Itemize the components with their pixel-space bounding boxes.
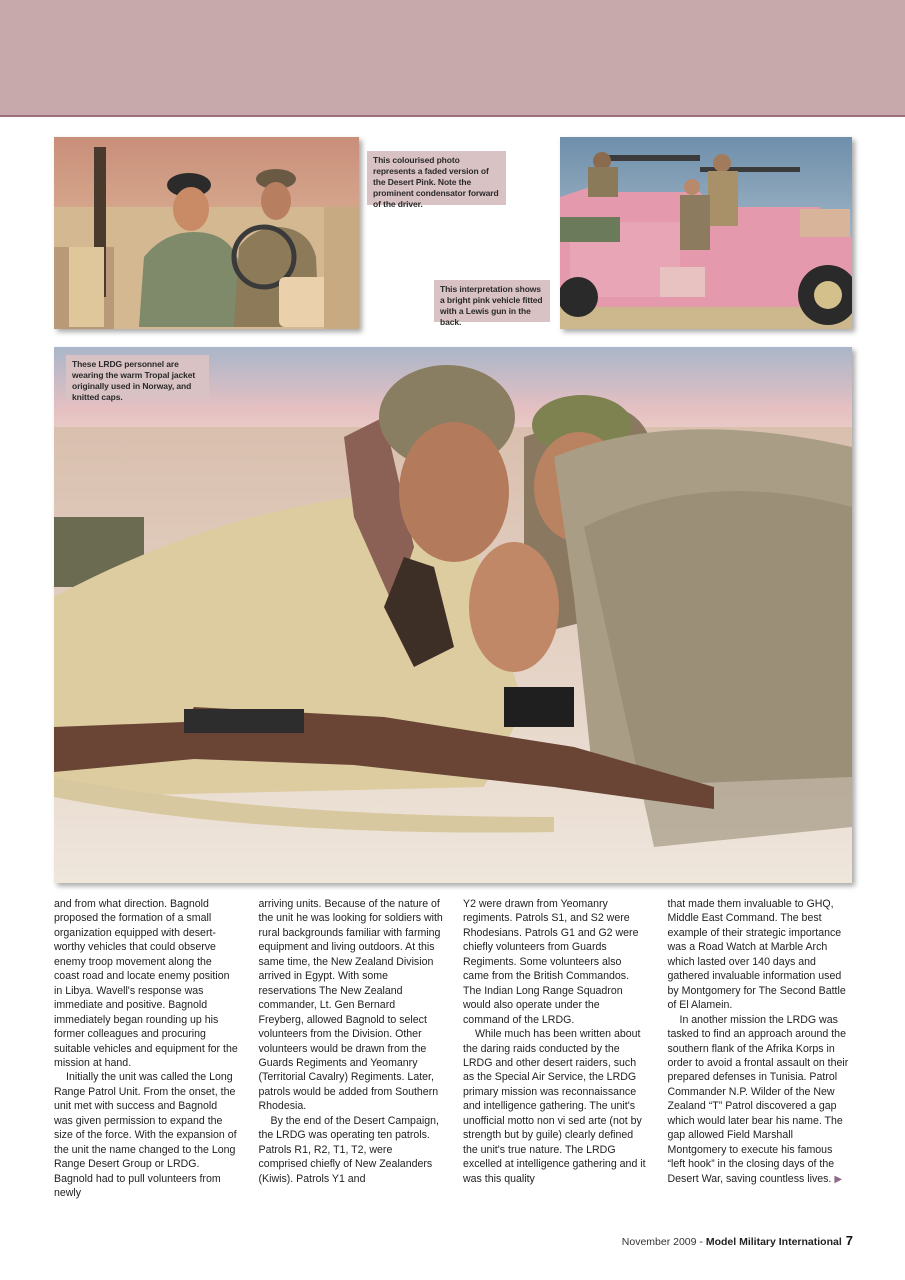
article-column-4 [668, 897, 853, 1207]
article-column-2 [259, 897, 444, 1207]
paragraph: In another mission the LRDG was tasked to find an approach around the southern flank of the Afrika Korps in order to avoid a frontal assault on their prepared defenses in Tunisia. Patrol Commander N.P. Wilder of the New Zealand “T” Patrol discovered a gap which would later bear his name. The gap allowed Field Marshall Montgomery to execute his famous “left hook” in the closing days of the Desert War, saving countless lives. [667, 1013, 849, 1185]
magazine-title: Model Military International [705, 1236, 842, 1248]
paragraph-with-end-mark [668, 1013, 853, 1187]
article-column-3 [463, 897, 648, 1207]
paragraph: and from what direction. Bagnold proposed the formation of a small organization equipped with desert-worthy vehicles that could observe enemy troop movement along the coast road and locate enemy position in Libya. Wavell's response was immediate and positive. Bagnold immediately began rounding up his former colleagues and procuring suitable vehicles and equipment for the mission at hand. [54, 898, 238, 1069]
paragraph: Initially the unit was called the Long Range Patrol Unit. From the onset, the unit met with success and Bagnold was given permission to expand the size of the force. With the expansion of the unit the name changed to the Long Range Desert Group or LRDG. Bagnold had to pull volunteers from newly [54, 1071, 237, 1200]
photo-lrdg-personnel [54, 347, 852, 883]
article-body [54, 897, 852, 1207]
issue-date: November 2009 - [621, 1236, 706, 1248]
paragraph: While much has been written about the daring raids conducted by the LRDG and other desert raiders, such as the Special Air Service, the LRDG primary mission was reconnaissance and intelligence gathering. The unit's unofficial motto non vi sed arte (not by strength but by guile) clearly defined the unit's true nature. The LRDG excelled at intelligence gathering and it was this quality [463, 1028, 646, 1185]
page-footer [622, 1233, 853, 1248]
caption-desert-pink: This colourised photo represents a faded version of the Desert Pink. Note the prominent condensator forward of the driver. [367, 151, 506, 205]
paragraph: arriving units. Because of the nature of the unit he was looking for soldiers with rural backgrounds familiar with farming equipment and living outdoors. At this same time, the New Zealand Division arrived in Egypt. With some reservations The New Zealand commander, Lt. Gen Bernard Freyberg, allowed Bagnold to select volunteers from the Division. Other volunteers would be drawn from the Guards Regiments and Yeomanry (Territorial Cavalry) Regiments. Later, patrols would be added from Southern Rhodesia. [258, 898, 443, 1113]
caption-lrdg-personnel: These LRDG personnel are wearing the warm Tropal jacket originally used in Norway, and knitted caps. [66, 355, 209, 399]
photo-pink-vehicle [560, 137, 852, 329]
photo-desert-pink-crew [54, 137, 359, 329]
article-column-1 [54, 897, 239, 1207]
caption-pink-vehicle: This interpretation shows a bright pink vehicle fitted with a Lewis gun in the back. [434, 280, 550, 322]
end-of-article-icon: ▶ [834, 1173, 843, 1185]
page-number: 7 [845, 1233, 853, 1248]
paragraph: Y2 were drawn from Yeomanry regiments. Patrols S1, and S2 were Rhodesians. Patrols G1 and G2 were chiefly volunteers from Guards Regiments. Some volunteers also came from the British Commandos. The Indian Long Range Squadron would also operate under the command of the LRDG. [463, 898, 639, 1026]
paragraph: that made them invaluable to GHQ, Middle East Command. The best example of their strategic importance was a Road Watch at Marble Arch which lasted over 140 days and gathered invaluable information used by Montgomery for The Second Battle of El Alamein. [667, 898, 846, 1012]
header-band [0, 0, 905, 117]
paragraph: By the end of the Desert Campaign, the LRDG was operating ten patrols. Patrols R1, R2, T1, T2, were comprised chiefly of New Zealanders (Kiwis). Patrols Y1 and [258, 1114, 439, 1185]
